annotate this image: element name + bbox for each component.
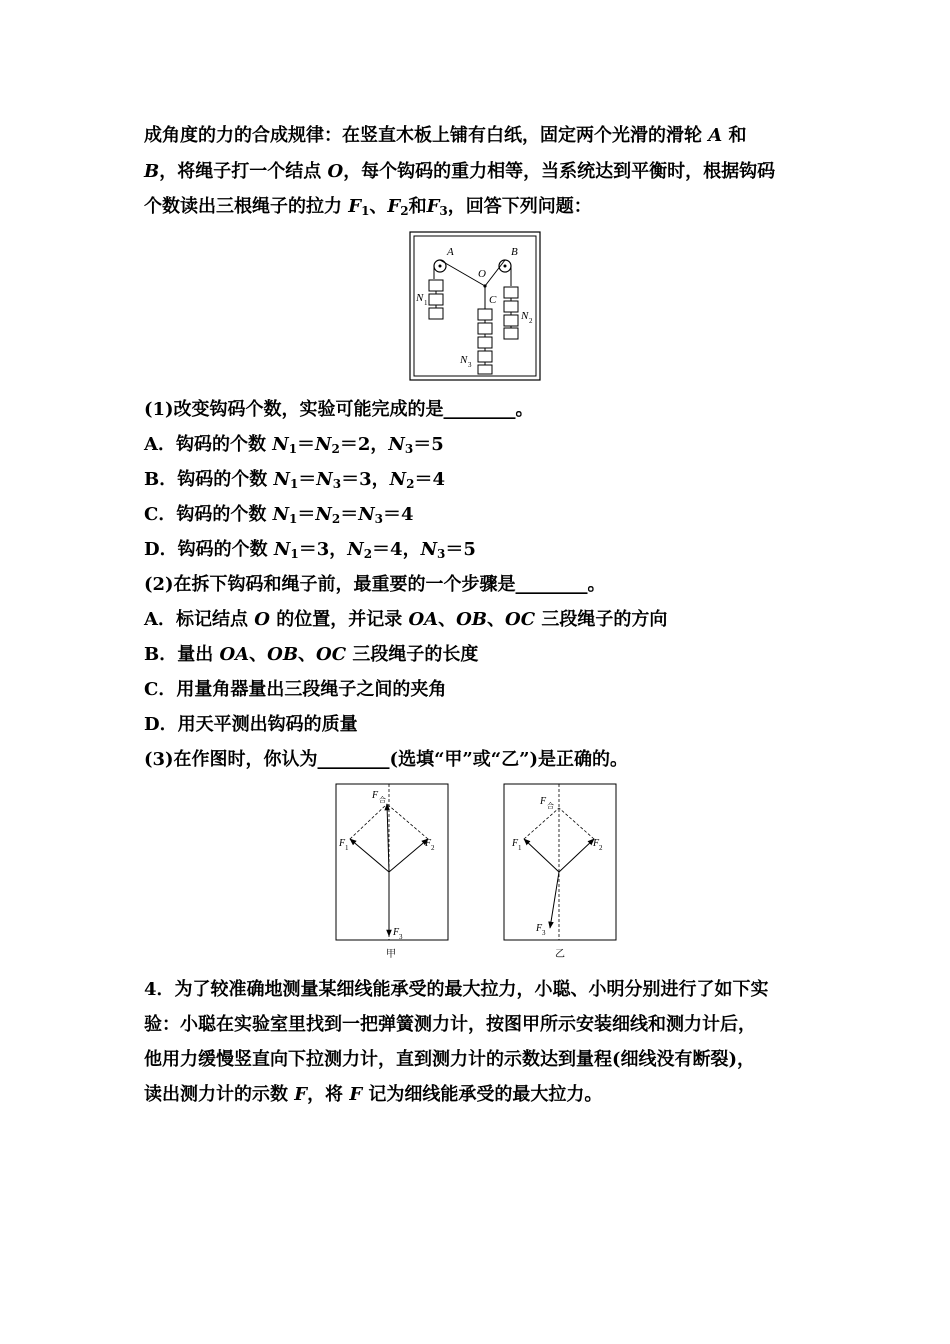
jia-label-fhe-sub: 合	[379, 796, 386, 804]
jia-label-f3: F	[393, 927, 400, 938]
q2-option-b: B．量出 OA、OB、OC 三段绳子的长度	[144, 644, 479, 665]
diagram-jia	[336, 784, 448, 960]
label-b: B	[511, 246, 518, 258]
label-a: A	[447, 246, 454, 258]
label-c: C	[489, 294, 497, 306]
label-n3: N	[460, 354, 468, 366]
label-n1-sub: 1	[424, 299, 428, 307]
yi-label-f1: F	[512, 838, 519, 849]
intro-line-1: 成角度的力的合成规律：在竖直木板上铺有白纸，固定两个光滑的滑轮 A 和	[144, 125, 747, 146]
weights-n1	[429, 280, 443, 319]
jia-label-f2: F	[425, 838, 432, 849]
q4-line-4: 读出测力计的示数 F，将 F 记为细线能承受的最大拉力。	[144, 1084, 603, 1105]
intro-line-3: 个数读出三根绳子的拉力 $F_1$、$F_2$和$F_3$，回答下列问题：	[144, 196, 592, 218]
caption-jia: 甲	[386, 949, 396, 960]
label-n2-sub: 2	[529, 317, 533, 325]
q1-stem: (1)改变钩码个数，实验可能完成的是________。	[144, 399, 534, 420]
weights-n2	[504, 287, 518, 339]
yi-label-f2: F	[593, 838, 600, 849]
yi-label-f3-sub: 3	[542, 929, 546, 937]
q1-option-b: B．钩码的个数 $N_1=N_3=3$，$N_2=4$	[144, 469, 445, 491]
jia-label-f3-sub: 3	[399, 933, 403, 941]
q1-option-c: C．钩码的个数 $N_1=N_2=N_3=4$	[144, 504, 414, 526]
label-n1: N	[416, 292, 424, 304]
q2-stem: (2)在拆下钩码和绳子前，最重要的一个步骤是________。	[144, 574, 606, 595]
weights-n3	[478, 309, 492, 374]
jia-label-f1-sub: 1	[345, 844, 349, 852]
q4-line-1: 4．为了较准确地测量某细线能承受的最大拉力，小聪、小明分别进行了如下实	[144, 979, 769, 1000]
q2-option-d: D．用天平测出钩码的质量	[144, 714, 358, 735]
jia-label-f2-sub: 2	[431, 844, 435, 852]
intro-line-2: B，将绳子打一个结点 O，每个钩码的重力相等，当系统达到平衡时，根据钩码	[144, 161, 776, 182]
yi-label-f1-sub: 1	[518, 844, 522, 852]
caption-yi: 乙	[555, 949, 565, 960]
pulley-apparatus-figure	[409, 231, 541, 381]
q1-option-a: A．钩码的个数 $N_1=N_2=2$，$N_3=5$	[144, 434, 444, 456]
force-diagrams-figure	[330, 780, 622, 966]
label-n3-sub: 3	[468, 361, 472, 369]
yi-label-fhe-sub: 合	[547, 802, 554, 810]
q3-stem: (3)在作图时，你认为________(选填“甲”或“乙”)是正确的。	[144, 749, 629, 770]
yi-label-fhe: F	[540, 796, 547, 807]
q2-option-c: C．用量角器量出三段绳子之间的夹角	[144, 679, 447, 700]
knot-o	[483, 284, 486, 287]
q4-line-3: 他用力缓慢竖直向下拉测力计，直到测力计的示数达到量程(细线没有断裂)，	[144, 1049, 756, 1070]
jia-label-f1: F	[339, 838, 346, 849]
q4-line-2: 验：小聪在实验室里找到一把弹簧测力计，按图甲所示安装细线和测力计后，	[144, 1014, 756, 1035]
yi-label-f2-sub: 2	[599, 844, 603, 852]
diagram-yi	[504, 784, 616, 960]
q2-option-a: A．标记结点 O 的位置，并记录 OA、OB、OC 三段绳子的方向	[144, 609, 668, 630]
jia-label-fhe: F	[372, 790, 379, 801]
q1-option-d: D．钩码的个数 $N_1=3$，$N_2=4$，$N_3=5$	[144, 539, 476, 561]
label-n2: N	[521, 310, 529, 322]
label-o: O	[478, 268, 486, 280]
yi-label-f3: F	[536, 923, 543, 934]
